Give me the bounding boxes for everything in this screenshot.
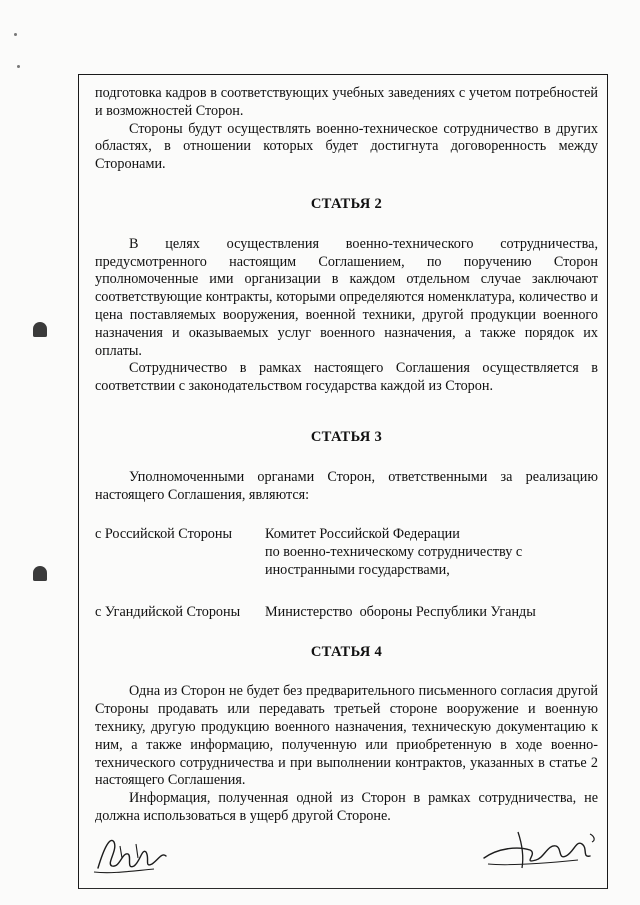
ugandan-side-row <box>95 604 598 622</box>
article-3-heading: СТАТЬЯ 3 <box>310 428 383 445</box>
russian-org-line: по военно-техническому сотрудничеству с <box>265 544 523 561</box>
ugandan-side-label: с Угандийской Стороны <box>95 603 241 620</box>
signature-left <box>92 828 172 880</box>
article-2-heading: СТАТЬЯ 2 <box>310 195 383 212</box>
article-3-intro: Уполномоченными органами Сторон, ответственными за реализацию настоящего Соглашения, являются: <box>95 468 598 503</box>
continuation-paragraph: подготовка кадров в соответствующих учебных заведениях с учетом потребностей и возможностей Сторон. <box>95 85 598 119</box>
article-2-paragraph-1: В целях осуществления военно-технического сотрудничества, предусмотренного настоящим Соглашением, по поручению Сторон уполномоченные ими организации в каждом отдельном случае заключают соответствующие контракты, которыми определяются номенклатура, количество и цена поставляемых вооружения, военной техники, другой продукции военного назначения и оказываемых услуг военного назначения, а также порядок их оплаты. <box>95 235 598 359</box>
punch-hole-bottom <box>33 566 47 581</box>
scan-speck <box>14 33 17 36</box>
cooperation-areas-paragraph: Стороны будут осуществлять военно-техническое сотрудничество в других областях, в отношении которых будет достигнута договоренность между Сторонами. <box>95 120 598 173</box>
article-4-paragraph-1: Одна из Сторон не будет без предварительного письменного согласия другой Стороны продавать или передавать третьей стороне вооружение и военную технику, другую продукцию военного назначения, техническую документацию к ним, а также информацию, полученную или приобретенную в ходе военно-технического сотрудничества и при выполнении контрактов, указанных в статье 2 настоящего Соглашения. <box>95 683 598 789</box>
russian-org-line: иностранными государствами, <box>265 561 450 578</box>
russian-side-organization <box>265 526 598 579</box>
article-4-paragraph-2: Информация, полученная одной из Сторон в рамках сотрудничества, не должна использоваться в ущерб другой Стороне. <box>95 790 598 824</box>
article-2-paragraph-2: Сотрудничество в рамках настоящего Соглашения осуществляется в соответствии с законодательством государства каждой из Сторон. <box>95 360 598 395</box>
russian-side-label: с Российской Стороны <box>95 526 233 543</box>
document-body <box>95 85 598 826</box>
russian-org-line: Комитет Российской Федерации <box>265 526 460 543</box>
russian-side-row <box>95 526 598 579</box>
punch-hole-top <box>33 322 47 337</box>
scan-speck <box>17 65 20 68</box>
signature-right <box>478 820 606 876</box>
article-4-heading: СТАТЬЯ 4 <box>310 643 383 660</box>
ugandan-side-organization: Министерство обороны Республики Уганды <box>265 603 536 620</box>
